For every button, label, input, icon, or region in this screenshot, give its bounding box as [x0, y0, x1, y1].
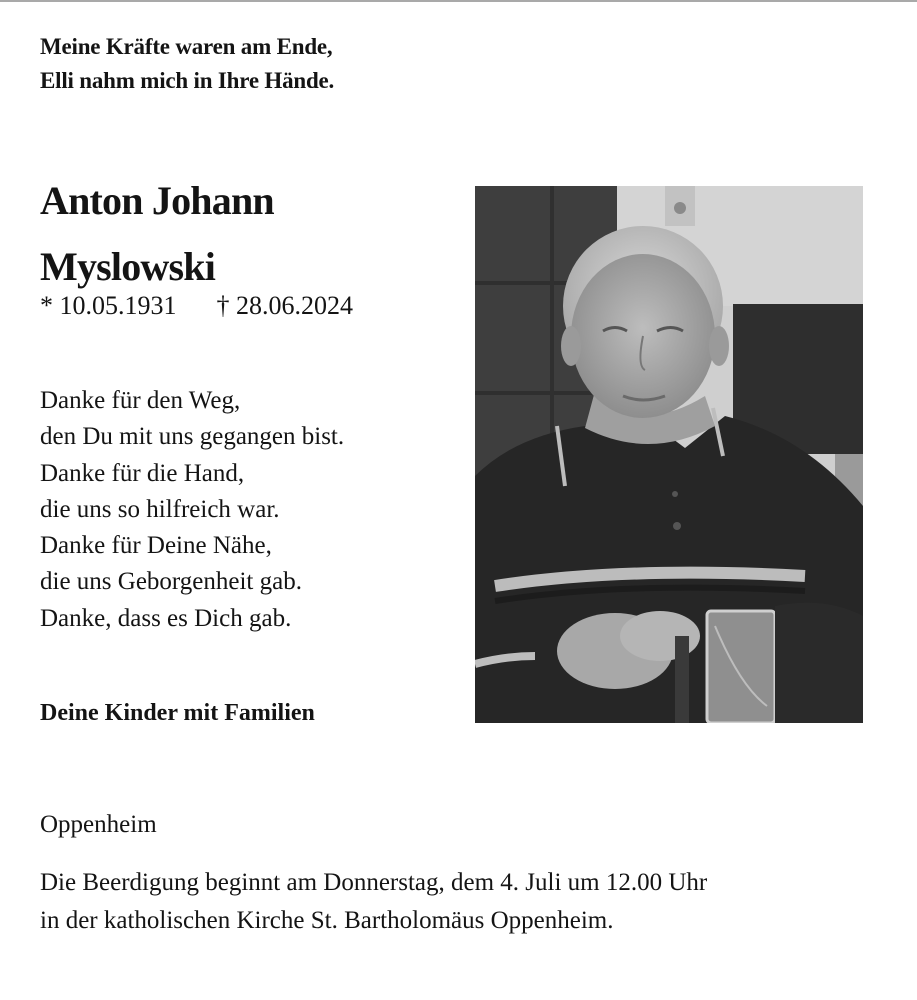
funeral-line: Die Beerdigung beginnt am Donnerstag, dem 4. Juli um 12.00 Uhr	[40, 869, 708, 896]
death-date: † 28.06.2024	[216, 291, 353, 320]
poem-line: Danke, dass es Dich gab.	[40, 604, 292, 632]
funeral-info	[40, 864, 707, 940]
portrait-photo	[475, 186, 863, 723]
poem-line: Danke für Deine Nähe,	[40, 532, 272, 560]
motto-line: Meine Kräfte waren am Ende,	[40, 34, 333, 59]
top-rule	[0, 0, 917, 2]
motto-line: Elli nahm mich in Ihre Hände.	[40, 68, 335, 93]
birth-date: * 10.05.1931	[40, 291, 177, 320]
portrait-image	[475, 186, 863, 723]
name-line: Anton Johann	[40, 178, 274, 223]
place: Oppenheim	[40, 811, 157, 838]
signature: Deine Kinder mit Familien	[40, 700, 315, 726]
poem-line: die uns Geborgenheit gab.	[40, 568, 302, 596]
life-dates	[40, 288, 353, 324]
motto	[40, 30, 334, 98]
funeral-line: in der katholischen Kirche St. Bartholomäus Oppenheim.	[40, 907, 614, 934]
poem-line: Danke für den Weg,	[40, 387, 241, 414]
poem	[40, 383, 344, 637]
poem-line: den Du mit uns gegangen bist.	[40, 423, 345, 451]
name-line: Myslowski	[40, 244, 216, 289]
deceased-name	[40, 168, 274, 300]
poem-line: die uns so hilfreich war.	[40, 495, 280, 523]
poem-line: Danke für die Hand,	[40, 459, 245, 487]
